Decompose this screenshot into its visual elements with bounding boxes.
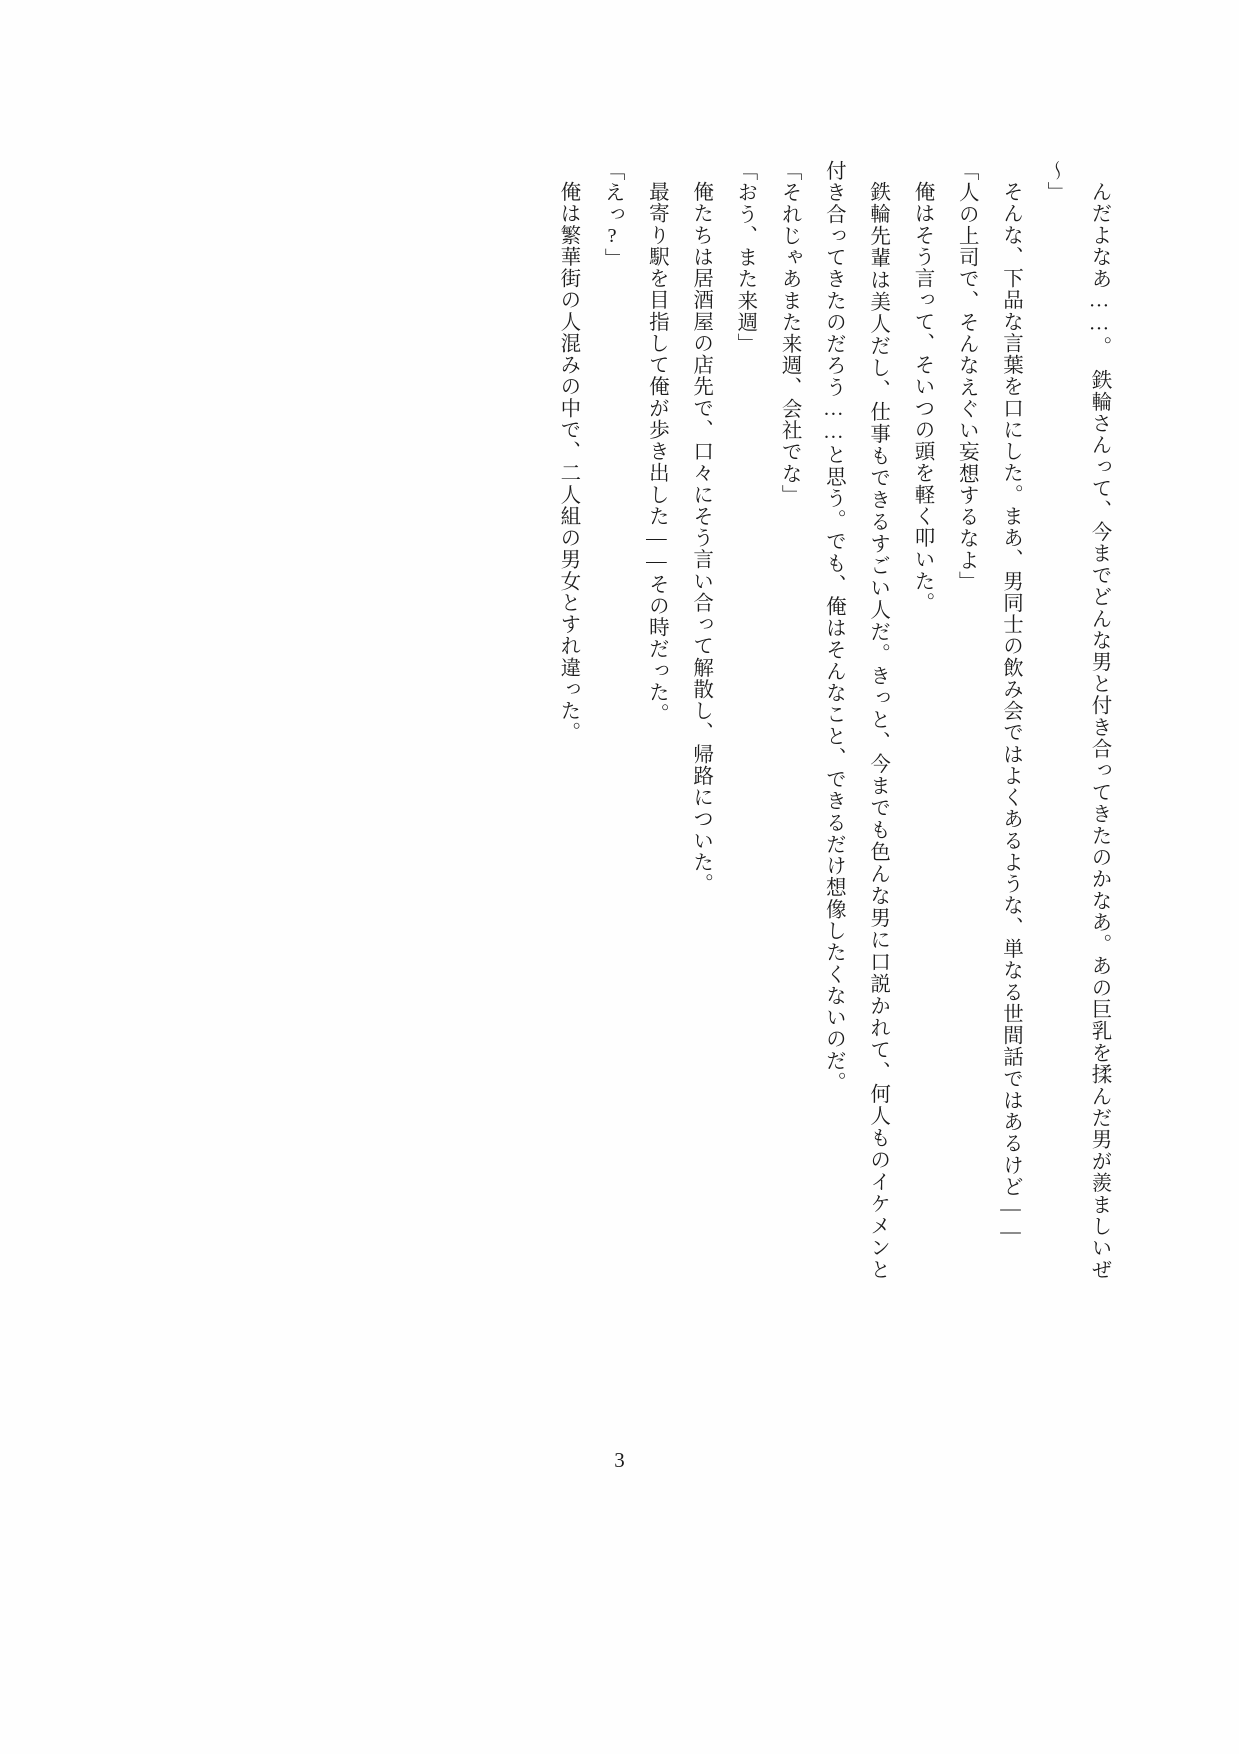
paragraph: 鉄輪先輩は美人だし、仕事もできるすごい人だ。きっと、今までも色んな男に口説かれて、何人ものイケメンと付き合ってきたのだろう……と思う。でも、俺はそんなこと、できるだけ想像したくないのだ。	[822, 160, 889, 1280]
paragraph-dialogue: 「おう、また来週」	[733, 160, 756, 355]
page-number: 3	[614, 1448, 625, 1472]
paragraph: んだよなあ……。 鉄輪さんって、今までどんな男と付き合ってきたのかなあ。あの巨乳を揉んだ男が羨ましいぜ～」	[1043, 160, 1110, 1280]
paragraph: 俺は繁華街の人混みの中で、二人組の男女とすれ違った。	[556, 180, 579, 743]
paragraph: 俺はそう言って、そいつの頭を軽く叩いた。	[910, 180, 933, 614]
vertical-body-text	[121, 160, 1121, 1280]
paragraph-dialogue: 「それじゃあまた来週、会社でな」	[778, 160, 801, 507]
paragraph: そんな、下品な言葉を口にした。まあ、男同士の飲み会ではよくあるような、単なる世間話ではあるけど――	[999, 180, 1022, 1244]
paragraph-dialogue: 「えっ?」	[601, 160, 624, 270]
paragraph-dialogue: 「人の上司で、そんなえぐい妄想するなよ」	[955, 160, 978, 593]
paragraph: 最寄り駅を目指して俺が歩き出した――その時だった。	[645, 180, 668, 725]
paragraph: 俺たちは居酒屋の店先で、口々にそう言い合って解散し、帰路についた。	[689, 180, 712, 895]
